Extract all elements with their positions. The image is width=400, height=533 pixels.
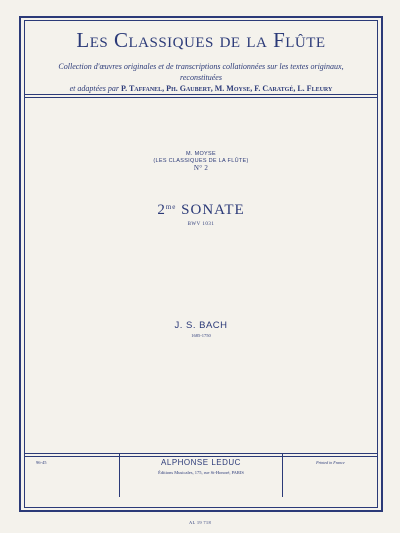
editor-note: (LES CLASSIQUES DE LA FLÛTE) [153, 158, 249, 164]
printed-note: Printed in France [282, 454, 378, 497]
series-subtitle-line1: Collection d'œuvres originales et de transcriptions collationnées sur les textes originaux, reconstituées [58, 62, 344, 82]
header-divider [24, 94, 378, 95]
work-catalog-number: BWV 1031 [187, 222, 215, 227]
composer-name: J. S. BACH [174, 320, 228, 331]
header-divider-double [24, 97, 378, 98]
plate-number: AL 19 718 [188, 520, 212, 525]
publisher-name: ALPHONSE LEDUC [161, 458, 241, 467]
series-title: Les Classiques de la Flûte [76, 28, 326, 52]
work-name: SONATE [181, 202, 245, 218]
edition-number: N° 2 [193, 164, 209, 172]
composer-dates: 1685-1750 [191, 333, 211, 338]
footer-code: 96-45 [24, 454, 120, 497]
work-ordinal-suffix: me [165, 203, 177, 211]
footer [24, 454, 378, 497]
series-editors: P. Taffanel, Ph. Gaubert, M. Moyse, F. Caratgé, L. Fleury [120, 84, 333, 93]
editor-block [24, 151, 378, 172]
series-subtitle [40, 61, 362, 94]
work-ordinal: 2 [157, 202, 166, 218]
publisher-address: Éditions Musicales, 175, rue St-Honoré, PARIS [158, 470, 244, 475]
series-subtitle-line2 [40, 83, 362, 94]
editor-name: M. MOYSE [186, 151, 216, 157]
work-title [24, 202, 378, 219]
series-subtitle-prefix: et adaptées par [69, 84, 119, 93]
